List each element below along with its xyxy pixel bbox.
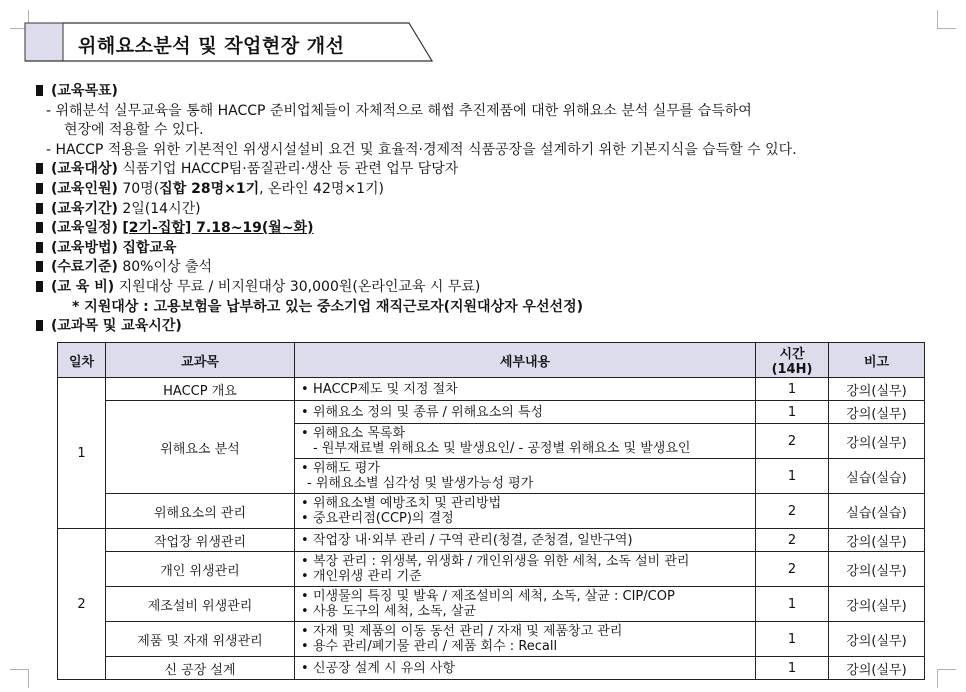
square-bullet-icon xyxy=(36,85,43,96)
subjects-heading: (교과목 및 교육시간) xyxy=(36,317,936,337)
subject-cell: HACCP 개요 xyxy=(106,378,295,401)
course-info xyxy=(36,82,936,337)
schedule-row: (교육일정) [2기-집합] 7.18~19(월~화) xyxy=(36,219,936,239)
criteria-row: (수료기준) 80%이상 출석 xyxy=(36,258,936,278)
subject-cell: 위해요소의 관리 xyxy=(106,494,295,529)
fee-row: (교 육 비) 지원대상 무료 / 비지원대상 30,000원(온라인교육 시 무료) xyxy=(36,278,936,298)
goal-line: - 위해분석 실무교육을 통해 HACCP 준비업체들이 자체적으로 해썹 추진제품에 대한 위해요소 분석 실무를 습득하여 xyxy=(46,102,752,119)
note-cell: 실습(실습) xyxy=(829,494,925,529)
table-row xyxy=(58,657,925,680)
square-bullet-icon xyxy=(36,261,43,272)
page-title: 위해요소분석 및 작업현장 개선 xyxy=(78,35,345,57)
note-cell: 강의(실무) xyxy=(829,657,925,680)
header-day: 일차 xyxy=(58,343,106,378)
square-bullet-icon xyxy=(36,320,43,331)
hours-cell: 2 xyxy=(756,529,829,552)
note-cell: 강의(실무) xyxy=(829,401,925,424)
note-cell: 강의(실무) xyxy=(829,529,925,552)
square-bullet-icon xyxy=(36,163,43,174)
hours-cell: 1 xyxy=(756,459,829,494)
support-note: * 지원대상 : 고용보험을 납부하고 있는 중소기업 재직근로자(지원대상자 우선선정) xyxy=(72,298,583,315)
subject-cell: 신 공장 설계 xyxy=(106,657,295,680)
subject-cell: 위해요소 분석 xyxy=(106,401,295,494)
note-cell: 강의(실무) xyxy=(829,378,925,401)
table-row xyxy=(58,378,925,401)
header-detail: 세부내용 xyxy=(295,343,756,378)
goal-heading: (교육목표) xyxy=(36,82,936,102)
goal-line: 현장에 적용할 수 있다. xyxy=(64,122,204,139)
page-corner-mark xyxy=(10,669,29,688)
header-note: 비고 xyxy=(829,343,925,378)
note-cell: 강의(실무) xyxy=(829,622,925,657)
square-bullet-icon xyxy=(36,242,43,253)
header-subject: 교과목 xyxy=(106,343,295,378)
detail-cell: • 위해요소 정의 및 종류 / 위해요소의 특성 xyxy=(295,401,756,424)
detail-cell: • 위해요소 목록화 - 원부재료별 위해요소 및 발생요인/ - 공정별 위해요소 및 발생요인 xyxy=(295,424,756,459)
curriculum-table xyxy=(57,342,925,680)
note-cell: 강의(실무) xyxy=(829,424,925,459)
title-banner xyxy=(24,22,434,62)
goal-line: - HACCP 적용을 위한 기본적인 위생시설설비 요건 및 효율적·경제적 식품공장을 설계하기 위한 기본지식을 습득할 수 있다. xyxy=(46,141,797,158)
header-hours: 시간(14H) xyxy=(756,343,829,378)
table-row xyxy=(58,401,925,424)
detail-cell: • 자재 및 제품의 이동 동선 관리 / 자재 및 제품창고 관리 • 용수 관리/폐기물 관리 / 제품 회수 : Recall xyxy=(295,622,756,657)
table-row xyxy=(58,529,925,552)
page-corner-mark xyxy=(937,10,956,29)
note-cell: 강의(실무) xyxy=(829,552,925,587)
detail-cell: • 위해도 평가 - 위해요소별 심각성 및 발생가능성 평가 xyxy=(295,459,756,494)
table-row xyxy=(58,494,925,529)
hours-cell: 1 xyxy=(756,378,829,401)
hours-cell: 1 xyxy=(756,401,829,424)
period-row: (교육기간) 2일(14시간) xyxy=(36,200,936,220)
square-bullet-icon xyxy=(36,281,43,292)
square-bullet-icon xyxy=(36,222,43,233)
detail-cell: • HACCP제도 및 지정 절차 xyxy=(295,378,756,401)
table-row xyxy=(58,552,925,587)
subject-cell: 개인 위생관리 xyxy=(106,552,295,587)
day-cell: 1 xyxy=(58,378,106,529)
detail-cell: • 미생물의 특징 및 발육 / 제조설비의 세척, 소독, 살균 : CIP/COP • 사용 도구의 세척, 소독, 살균 xyxy=(295,587,756,622)
square-bullet-icon xyxy=(36,203,43,214)
subject-cell: 제조설비 위생관리 xyxy=(106,587,295,622)
detail-cell: • 복장 관리 : 위생복, 위생화 / 개인위생을 위한 세척, 소독 설비 관리 • 개인위생 관리 기준 xyxy=(295,552,756,587)
hours-cell: 2 xyxy=(756,494,829,529)
people-row: (교육인원) 70명(집합 28명×1기, 온라인 42명×1기) xyxy=(36,180,936,200)
hours-cell: 1 xyxy=(756,587,829,622)
note-cell: 실습(실습) xyxy=(829,459,925,494)
page-corner-mark xyxy=(937,669,956,688)
day-cell: 2 xyxy=(58,529,106,680)
hours-cell: 1 xyxy=(756,657,829,680)
hours-cell: 1 xyxy=(756,622,829,657)
target-row: (교육대상) 식품기업 HACCP팀·품질관리·생산 등 관련 업무 담당자 xyxy=(36,160,936,180)
hours-cell: 2 xyxy=(756,552,829,587)
detail-cell: • 신공장 설계 시 유의 사항 xyxy=(295,657,756,680)
table-row xyxy=(58,587,925,622)
detail-cell: • 작업장 내·외부 관리 / 구역 관리(청결, 준청결, 일반구역) xyxy=(295,529,756,552)
note-cell: 강의(실무) xyxy=(829,587,925,622)
subject-cell: 제품 및 자재 위생관리 xyxy=(106,622,295,657)
table-header-row xyxy=(58,343,925,378)
method-row: (교육방법) 집합교육 xyxy=(36,239,936,259)
detail-cell: • 위해요소별 예방조치 및 관리방법 • 중요관리점(CCP)의 결정 xyxy=(295,494,756,529)
subject-cell: 작업장 위생관리 xyxy=(106,529,295,552)
table-row xyxy=(58,622,925,657)
hours-cell: 2 xyxy=(756,424,829,459)
square-bullet-icon xyxy=(36,183,43,194)
